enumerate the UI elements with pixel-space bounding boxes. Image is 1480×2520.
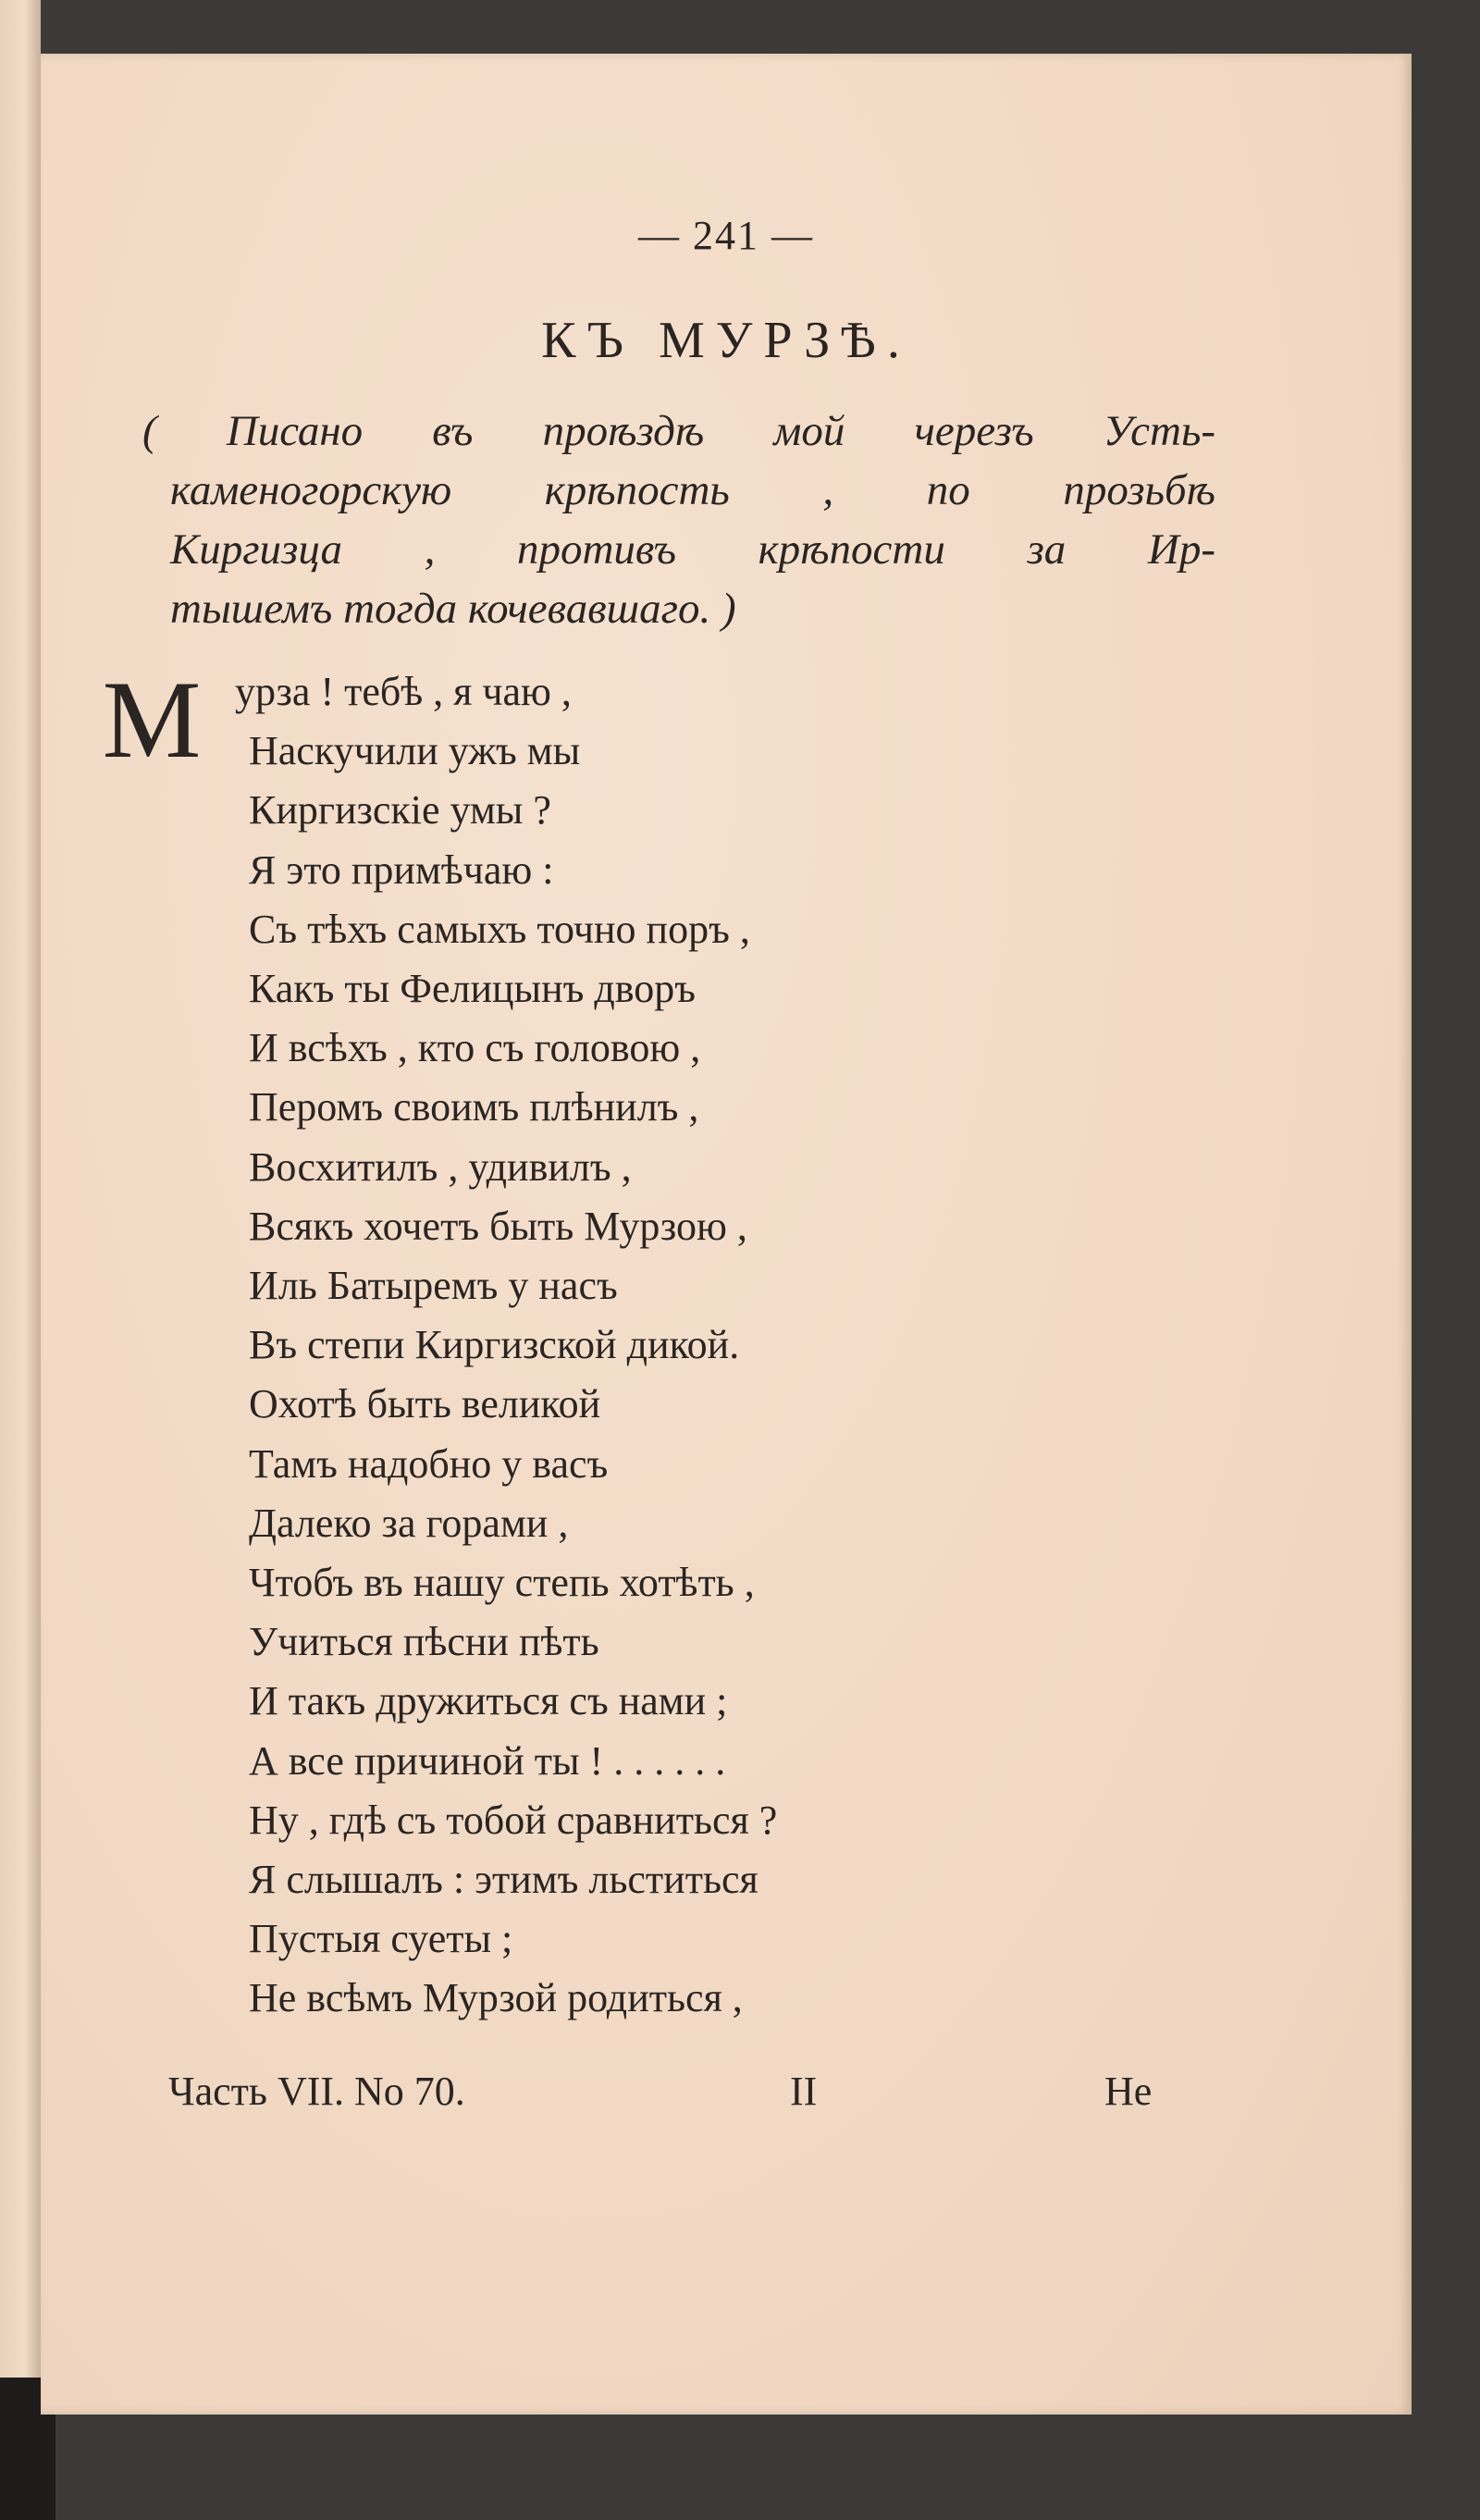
poem-line: Пустыя суеты ;: [249, 1916, 513, 1962]
poem-line: И всѣхъ , кто съ головою ,: [249, 1025, 701, 1071]
poem-line: Не всѣмъ Мурзой родиться ,: [249, 1975, 743, 2021]
page-number: — 241 —: [638, 213, 814, 258]
poem-line: Въ степи Киргизской дикой.: [249, 1322, 740, 1368]
catchword: Не: [1104, 2069, 1153, 2114]
poem-line: Я это примѣчаю :: [249, 846, 554, 893]
poem-line: Киргизскіе умы ?: [249, 787, 551, 834]
subtitle-line: ( Писано въ проѣздѣ мой черезъ Усть-: [142, 407, 1215, 455]
poem-line: И такъ дружиться съ нами ;: [249, 1678, 728, 1724]
poem-line: Какъ ты Фелицынъ дворъ: [249, 966, 697, 1011]
poem-line: Наскучили ужъ мы: [249, 728, 581, 774]
poem-title: КЪ МУРЗѢ.: [541, 312, 911, 369]
poem-line: Иль Батыремъ у насъ: [249, 1263, 618, 1308]
subtitle-line: тышемъ тогда кочевавшаго. ): [170, 585, 736, 633]
poem-line: Чтобъ въ нашу степь хотѣть ,: [249, 1560, 755, 1605]
poem-line: Ну , гдѣ съ тобой сравниться ?: [249, 1797, 778, 1843]
poem-line: Учиться пѣсни пѣть: [249, 1619, 599, 1665]
subtitle-line: каменогорскую крѣпость , по прозьбѣ: [170, 466, 1215, 514]
poem-line: Я слышалъ : этимъ льститься: [249, 1857, 758, 1902]
poem-line: А все причиной ты ! . . . . . .: [249, 1737, 726, 1784]
poem-line: Съ тѣхъ самыхъ точно поръ ,: [249, 906, 750, 952]
subtitle-line: Киргизца , противъ крѣпости за Ир-: [170, 525, 1215, 574]
poem-line: Восхитилъ , удивилъ ,: [249, 1143, 632, 1190]
signature-line: Часть VII. No 70.: [168, 2069, 465, 2114]
poem-line: Всякъ хочетъ быть Мурзою ,: [249, 1203, 747, 1249]
drop-cap: М: [102, 658, 202, 781]
adjacent-page-edge: [0, 0, 41, 2520]
sheet-mark: II: [790, 2069, 818, 2114]
book-page: [41, 54, 1412, 2415]
poem-line: Охотѣ быть великой: [249, 1381, 601, 1427]
poem-line: Перомъ своимъ плѣнилъ ,: [249, 1084, 699, 1130]
poem-line: урза ! тебѣ , я чаю ,: [235, 669, 572, 714]
poem-line: Тамъ надобно у васъ: [249, 1440, 609, 1487]
poem-line: Далеко за горами ,: [249, 1500, 569, 1546]
